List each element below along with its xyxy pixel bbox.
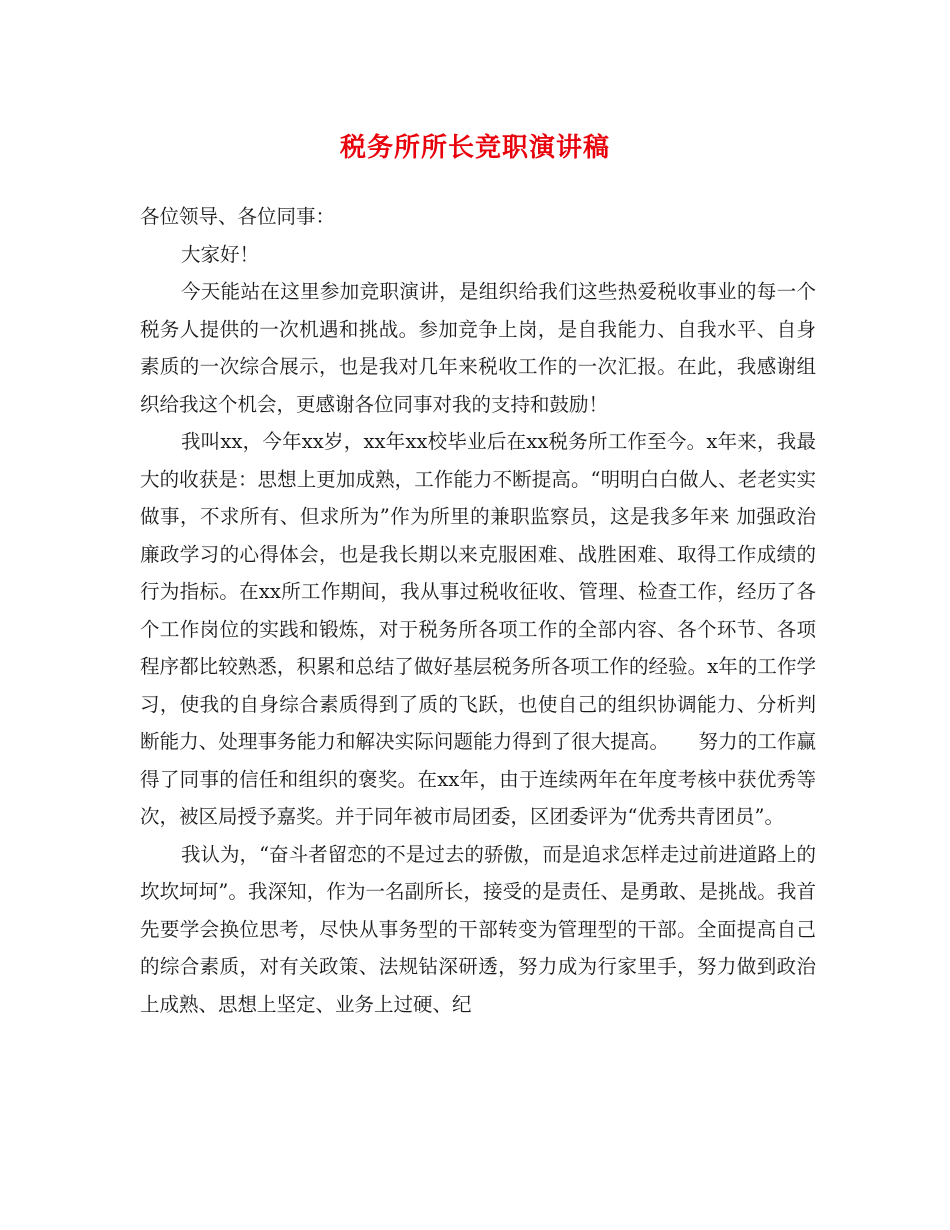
document-body [140,198,816,1023]
paragraph-2: 我叫xx，今年xx岁，xx年xx校毕业后在xx税务所工作至今。x年来，我最大的收获是：思想上更加成熟，工作能力不断提高。“明明白白做人、老老实实做事，不求所有、但求所为”作为所里的兼职监察员，这是我多年来 加强政治廉政学习的心得体会，也是我长期以来克服困难、战胜困难、取得工作成绩的行为指标。在xx所工作期间，我从事过税收征收、管理、检查工作，经历了各个工作岗位的实践和锻炼，对于税务所各项工作的全部内容、各个环节、各项程序都比较熟悉，积累和总结了做好基层税务所各项工作的经验。x年的工作学习，使我的自身综合素质得到了质的飞跃，也使自己的组织协调能力、分析判断能力、处理事务能力和解决实际问题能力得到了很大提高。 努力的工作赢得了同事的信任和组织的褒奖。在xx年，由于连续两年在年度考核中获优秀等次，被区局授予嘉奖。并于同年被市局团委，区团委评为“优秀共青团员”。 [140,430,816,828]
salutation: 各位领导、各位同事： [140,205,336,228]
greeting: 大家好！ [180,242,259,266]
paragraph-1: 今天能站在这里参加竞职演讲，是组织给我们这些热爱税收事业的每一个税务人提供的一次机遇和挑战。参加竞争上岗，是自我能力、自我水平、自身素质的一次综合展示，也是我对几年来税收工作的一次汇报。在此，我感谢组织给我这个机会，更感谢各位同事对我的支持和鼓励！ [140,280,816,416]
paragraph-3: 我认为，“奋斗者留恋的不是过去的骄傲，而是追求怎样走过前进道路上的坎坎坷坷”。我深知，作为一名副所长，接受的是责任、是勇敢、是挑战。我首先要学会换位思考，尽快从事务型的干部转变为管理型的干部。全面提高自己的综合素质，对有关政策、法规钻深研透，努力成为行家里手，努力做到政治上成熟、思想上坚定、业务上过硬、纪 [140,842,816,1016]
document-title: 税务所所长竞职演讲稿 [339,133,610,163]
